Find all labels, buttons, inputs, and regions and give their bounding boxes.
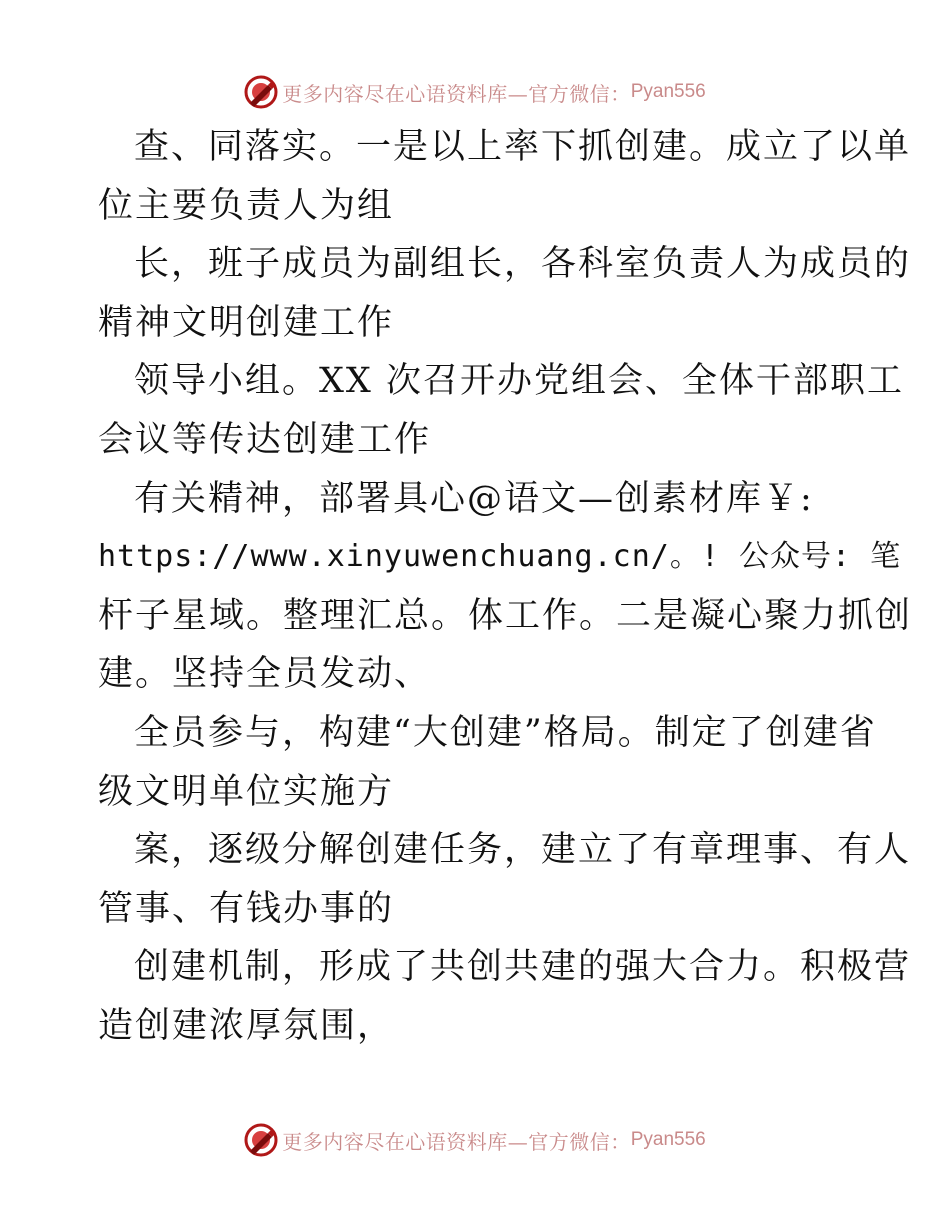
text-line: 管事、有钱办事的 [98,888,395,929]
document-body [98,118,913,1056]
text-line: 会议等传达创建工作 [98,419,432,460]
text-line: 建。坚持全员发动、 [98,654,432,695]
text-line: 全员参与，构建“大创建”格局。制定了创建省 [134,712,877,753]
footer-banner [0,1120,950,1160]
pen-logo-icon [244,1123,278,1157]
text-line: 位主要负责人为组 [98,185,395,226]
text-line: 造创建浓厚氛围， [98,1005,395,1046]
header-banner-text: 更多内容尽在心语资料库—官方微信： [282,81,631,106]
text-line: 案，逐级分解创建任务，建立了有章理事、有人 [134,830,912,871]
text-line: 有关精神，部署具心@语文—创素材库￥: [134,478,814,519]
footer-wechat-id: Pyan556 [630,1129,706,1150]
header-banner [0,72,950,112]
text-line: 长，班子成员为副组长，各科室负责人为成员的 [134,244,912,285]
text-line: 领导小组。XX 次召开办党组会、全体干部职工 [134,361,904,402]
text-line: 精神文明创建工作 [98,302,395,343]
url-text-line: https://www.xinyuwenchuang.cn/。! 公众号: 笔 [98,539,902,575]
text-line: 创建机制，形成了共创共建的强大合力。积极营 [134,947,912,988]
pen-logo-icon [244,75,278,109]
footer-banner-text: 更多内容尽在心语资料库—官方微信： [282,1129,631,1154]
header-wechat-id: Pyan556 [630,81,706,102]
text-line: 查、同落实。一是以上率下抓创建。成立了以单 [134,127,912,167]
text-line: 级文明单位实施方 [98,771,395,812]
text-line: 杆子星域。整理汇总。体工作。二是凝心聚力抓创 [98,595,913,636]
